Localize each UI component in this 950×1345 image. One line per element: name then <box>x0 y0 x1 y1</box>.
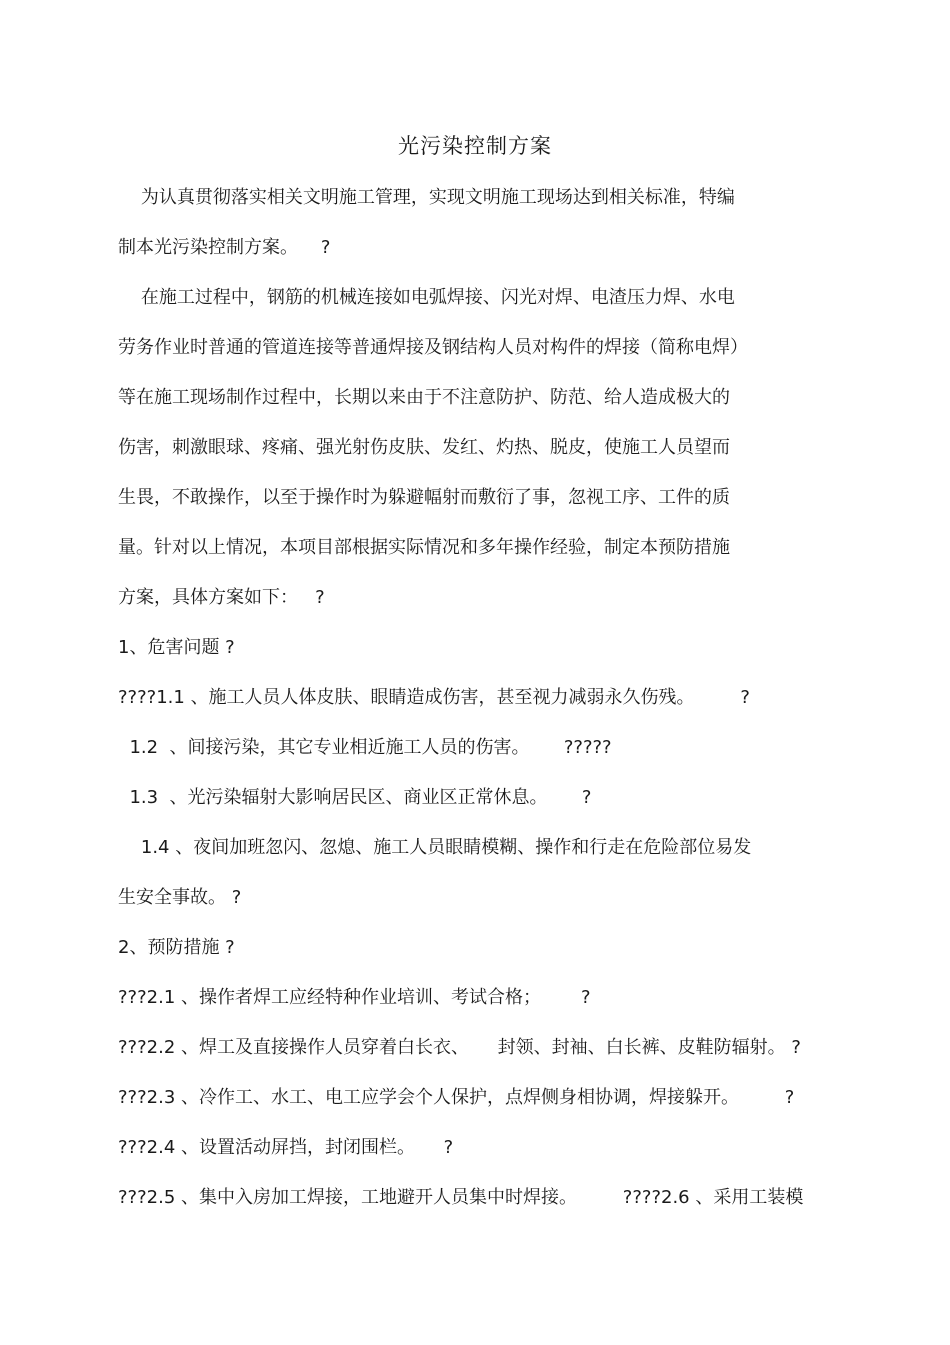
paragraph-line: 制本光污染控制方案。 ? <box>118 237 331 258</box>
paragraph-line: 伤害，刺激眼球、疼痛、强光射伤皮肤、发红、灼热、脱皮，使施工人员望而 <box>118 437 730 458</box>
list-item: 1.4 、夜间加班忽闪、忽熄、施工人员眼睛模糊、操作和行走在危险部位易发 <box>118 837 752 858</box>
paragraph-line: 劳务作业时普通的管道连接等普通焊接及钢结构人员对构件的焊接（简称电焊） <box>118 337 748 358</box>
paragraph-line: 等在施工现场制作过程中，长期以来由于不注意防护、防范、给人造成极大的 <box>118 387 730 408</box>
list-item: ???2.3 、冷作工、水工、电工应学会个人保护，点焊侧身相协调，焊接躲开。 ? <box>118 1087 795 1108</box>
list-item: ???2.1 、操作者焊工应经特种作业培训、考试合格； ? <box>118 987 591 1008</box>
page-title: 光污染控制方案 <box>398 134 552 158</box>
section-heading: 1、危害问题 ? <box>118 637 235 658</box>
list-item: ???2.2 、焊工及直接操作人员穿着白长衣、 封领、封袖、白长裤、皮鞋防辐射。 ? <box>118 1037 801 1058</box>
paragraph-line: 生畏，不敢操作，以至于操作时为躲避幅射而敷衍了事，忽视工序、工件的质 <box>118 487 730 508</box>
list-item: ???2.5 、集中入房加工焊接，工地避开人员集中时焊接。 ????2.6 、采用工装模 <box>118 1187 804 1208</box>
list-item: ???2.4 、设置活动屏挡，封闭围栏。 ? <box>118 1137 454 1158</box>
list-item: ????1.1 、施工人员人体皮肤、眼睛造成伤害，甚至视力减弱永久伤残。 ? <box>118 687 750 708</box>
paragraph-line: 方案，具体方案如下： ? <box>118 587 325 608</box>
list-item: 生安全事故。 ? <box>118 887 242 908</box>
paragraph-line: 在施工过程中，钢筋的机械连接如电弧焊接、闪光对焊、电渣压力焊、水电 <box>118 287 735 308</box>
paragraph-line: 量。针对以上情况，本项目部根据实际情况和多年操作经验，制定本预防措施 <box>118 537 730 558</box>
section-heading: 2、预防措施 ? <box>118 937 235 958</box>
paragraph-line: 为认真贯彻落实相关文明施工管理，实现文明施工现场达到相关标准，特编 <box>118 187 735 208</box>
list-item: 1.3 、光污染辐射大影响居民区、商业区正常休息。 ? <box>118 787 592 808</box>
list-item: 1.2 、间接污染，其它专业相近施工人员的伤害。 ????? <box>118 737 612 758</box>
